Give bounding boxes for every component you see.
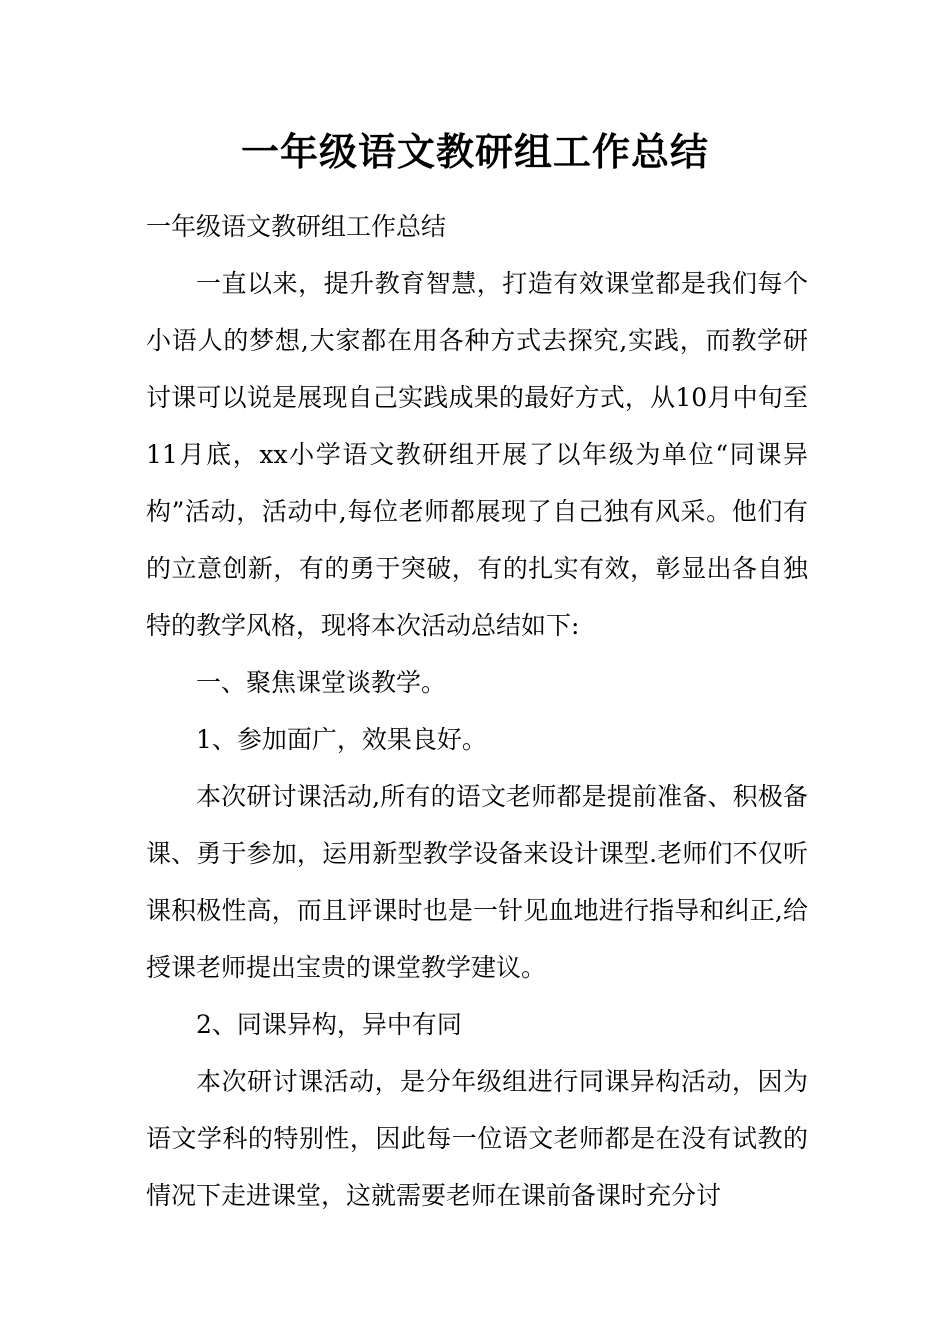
section-heading-1: 一、聚焦课堂谈教学。 [196, 668, 447, 697]
paragraph-participation: 本次研讨课活动,所有的语文老师都是提前准备、积极备课、勇于参加，运用新型教学设备来设计课型.老师们不仅听课积极性高，而且评课时也是一针见血地进行指导和纠正,给授课老师提出宝贵的课堂教学建议。 [146, 782, 808, 982]
document-title: 一年级语文教研组工作总结 [240, 130, 709, 174]
subsection-heading-1: 1、参加面广，效果良好。 [196, 725, 487, 754]
paragraph-same-lesson: 本次研讨课活动，是分年级组进行同课异构活动，因为语文学科的特别性，因此每一位语文老师都是在没有试教的情况下走进课堂，这就需要老师在课前备课时充分讨 [146, 1067, 808, 1210]
paragraph-intro: 一直以来，提升教育智慧，打造有效课堂都是我们每个小语人的梦想,大家都在用各种方式去探究,实践，而教学研讨课可以说是展现自己实践成果的最好方式，从10月中旬至11月底，xx小学语文教研组开展了以年级为单位“同课异构”活动，活动中,每位老师都展现了自己独有风采。他们有的立意创新，有的勇于突破，有的扎实有效，彰显出各自独特的教学风格，现将本次活动总结如下: [146, 269, 808, 640]
document-body [146, 198, 808, 1224]
subsection-heading-2: 2、同课异构，异中有同 [196, 1010, 462, 1039]
paragraph-heading: 一年级语文教研组工作总结 [146, 212, 447, 241]
